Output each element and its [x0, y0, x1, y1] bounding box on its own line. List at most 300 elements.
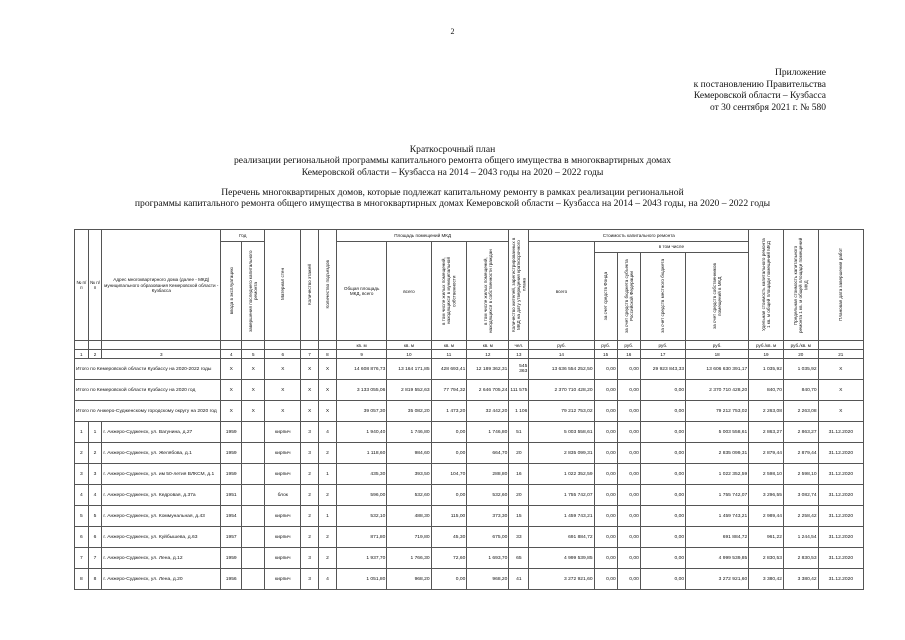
cell-owners: 1 459 743,21 — [686, 506, 749, 527]
cell-residents: 51 — [509, 422, 529, 443]
cell-area-total: 1 937,70 — [336, 548, 386, 569]
cell-area-mun: 104,70 — [431, 464, 467, 485]
cell-n2: 5 — [88, 506, 102, 527]
total-cell-c19: 840,70 — [749, 380, 784, 401]
total-cell-c20: 2 263,08 — [783, 401, 818, 422]
total-cell-c13: 545 363 — [509, 359, 529, 380]
cell-area-total: 1 118,60 — [336, 443, 386, 464]
col-area-municipal: в том числе жилых помещений, находящихся в муниципальной собственности — [431, 242, 467, 341]
total-row — [75, 359, 864, 380]
cell-entr: 2 — [319, 485, 337, 506]
unit-cell: руб. — [594, 341, 617, 350]
table-row — [75, 569, 864, 590]
cell-repair — [242, 443, 265, 464]
cell-floors: 3 — [301, 443, 319, 464]
cell-cost-total: 5 003 558,61 — [529, 422, 594, 443]
cell-address: г. Анжеро-Судженск, ул. Желябова, д.1 — [102, 443, 221, 464]
appendix-line: к постановлению Правительства — [693, 79, 826, 90]
cell-unit: 3 380,42 — [749, 569, 784, 590]
total-cell-c7: X — [301, 401, 319, 422]
total-cell-c5: X — [242, 359, 265, 380]
cell-n1: 6 — [75, 527, 89, 548]
col-unit-cost: Удельная стоимость капитального ремонта 1 кв. м общей площади помещений МКД — [749, 230, 784, 341]
col-area-all: всего — [387, 242, 431, 341]
cell-n2: 3 — [88, 464, 102, 485]
total-cell-c14: 13 636 554 252,50 — [529, 359, 594, 380]
total-cell-c15: 0,00 — [594, 359, 617, 380]
total-cell-c11: 428 693,41 — [431, 359, 467, 380]
total-cell-c4: X — [221, 380, 242, 401]
column-number: 5 — [242, 350, 265, 359]
cell-wall: блок — [265, 485, 301, 506]
appendix-line: Приложение — [775, 68, 826, 78]
cell-fund: 0,00 — [594, 506, 617, 527]
cell-area-all: 488,30 — [387, 506, 431, 527]
cell-repair — [242, 464, 265, 485]
cell-cost-total: 1 459 743,21 — [529, 506, 594, 527]
cell-area-all: 719,80 — [387, 527, 431, 548]
cell-address: г. Анжеро-Судженск, ул. им 50-летия ВЛКСМ, д.1 — [102, 464, 221, 485]
total-cell-c16: 0,00 — [617, 359, 640, 380]
cell-region: 0,00 — [617, 548, 640, 569]
subtitle-line: Перечень многоквартирных домов, которые подлежат капитальному ремонту в рамках реализации региональной — [221, 186, 684, 198]
cell-limit: 2 830,53 — [783, 548, 818, 569]
cell-region: 0,00 — [617, 443, 640, 464]
cell-fund: 0,00 — [594, 527, 617, 548]
total-cell-c17: 0,00 — [640, 401, 685, 422]
total-cell-c8: X — [319, 380, 337, 401]
cell-year: 1954 — [221, 506, 242, 527]
total-row — [75, 401, 864, 422]
cell-date: 31.12.2020 — [818, 569, 863, 590]
cell-fund: 0,00 — [594, 485, 617, 506]
col-cost-local: за счет средств местного бюджета — [640, 253, 685, 341]
cell-cost-total: 1 755 742,07 — [529, 485, 594, 506]
table-row — [75, 464, 864, 485]
total-label: Итого по Кемеровской области Кузбассу на 2020-2022 годы — [75, 359, 221, 380]
cell-area-total: 532,10 — [336, 506, 386, 527]
cell-limit: 2 863,27 — [783, 422, 818, 443]
cell-unit: 2 598,10 — [749, 464, 784, 485]
units-row — [75, 341, 864, 350]
cell-limit: 3 082,74 — [783, 485, 818, 506]
col-cost-owners: за счет средств собственников помещений в МКД — [686, 253, 749, 341]
cell-fund: 0,00 — [594, 548, 617, 569]
total-cell-c11: 77 794,32 — [431, 380, 467, 401]
cell-area-mun: 115,00 — [431, 506, 467, 527]
cell-area-priv: 288,80 — [467, 464, 509, 485]
cell-wall: кирпич — [265, 527, 301, 548]
cell-owners: 4 999 539,85 — [686, 548, 749, 569]
cell-n1: 8 — [75, 569, 89, 590]
cell-address: г. Анжеро-Судженск, ул. Куйбышева, д.63 — [102, 527, 221, 548]
total-cell-c6: X — [265, 380, 301, 401]
cell-area-all: 984,60 — [387, 443, 431, 464]
col-address: Адрес многоквартирного дома (далее - МКД) муниципального образования Кемеровской области - Кузбасса — [102, 230, 221, 341]
col-year-commission: ввода в эксплуатацию — [221, 242, 242, 341]
cell-area-priv: 675,00 — [467, 527, 509, 548]
cell-owners: 5 003 558,61 — [686, 422, 749, 443]
cell-floors: 2 — [301, 464, 319, 485]
total-cell-c17: 29 923 843,33 — [640, 359, 685, 380]
total-cell-c9: 39 057,30 — [336, 401, 386, 422]
cell-entr: 2 — [319, 443, 337, 464]
col-limit-cost: Предельная стоимость капитального ремонта 1 кв. м общей площади помещений МКД — [783, 230, 818, 341]
cell-n1: 4 — [75, 485, 89, 506]
cell-entr: 4 — [319, 569, 337, 590]
total-cell-c21: X — [818, 380, 863, 401]
cell-floors: 3 — [301, 548, 319, 569]
cell-local: 0,00 — [640, 506, 685, 527]
total-cell-c10: 35 082,20 — [387, 401, 431, 422]
column-number: 9 — [336, 350, 386, 359]
cell-unit: 2 989,44 — [749, 506, 784, 527]
total-cell-c21: X — [818, 359, 863, 380]
unit-cell: кв. м — [387, 341, 431, 350]
cell-fund: 0,00 — [594, 422, 617, 443]
column-number: 21 — [818, 350, 863, 359]
cell-residents: 65 — [509, 548, 529, 569]
cell-floors: 3 — [301, 422, 319, 443]
table-row — [75, 485, 864, 506]
cell-area-total: 1 940,40 — [336, 422, 386, 443]
col-year-group: Год — [221, 230, 265, 242]
cell-residents: 41 — [509, 569, 529, 590]
cell-region: 0,00 — [617, 527, 640, 548]
col-cost-region: за счет средств бюджета субъекта Российской Федерации — [617, 253, 640, 341]
cell-local: 0,00 — [640, 548, 685, 569]
col-area-private: в том числе жилых помещений, находящихся в собственности граждан — [467, 242, 509, 341]
cell-wall: кирпич — [265, 443, 301, 464]
total-cell-c18: 2 370 710 428,20 — [686, 380, 749, 401]
column-number-row — [75, 350, 864, 359]
total-cell-c12: 2 646 705,24 — [467, 380, 509, 401]
cell-unit: 3 296,55 — [749, 485, 784, 506]
cell-limit: 3 380,42 — [783, 569, 818, 590]
cell-owners: 691 884,72 — [686, 527, 749, 548]
total-cell-c15: 0,00 — [594, 380, 617, 401]
cell-repair — [242, 527, 265, 548]
cell-cost-total: 1 022 352,59 — [529, 464, 594, 485]
cell-n1: 2 — [75, 443, 89, 464]
total-cell-c14: 79 212 753,02 — [529, 401, 594, 422]
cell-n1: 3 — [75, 464, 89, 485]
cell-repair — [242, 485, 265, 506]
column-number: 3 — [102, 350, 221, 359]
cell-unit: 2 863,27 — [749, 422, 784, 443]
col-cost-group: Стоимость капитального ремонта — [529, 230, 749, 242]
unit-cell: чел. — [509, 341, 529, 350]
total-cell-c12: 32 442,20 — [467, 401, 509, 422]
cell-limit: 1 244,54 — [783, 527, 818, 548]
cell-year: 1959 — [221, 422, 242, 443]
total-cell-c5: X — [242, 401, 265, 422]
cell-area-mun: 0,00 — [431, 569, 467, 590]
total-cell-c6: X — [265, 401, 301, 422]
total-label: Итого по Кемеровской области Кузбассу на 2020 год — [75, 380, 221, 401]
column-number: 8 — [319, 350, 337, 359]
cell-fund: 0,00 — [594, 569, 617, 590]
cell-entr: 1 — [319, 506, 337, 527]
cell-fund: 0,00 — [594, 443, 617, 464]
cell-n2: 7 — [88, 548, 102, 569]
total-cell-c6: X — [265, 359, 301, 380]
cell-date: 31.12.2020 — [818, 422, 863, 443]
cell-area-mun: 72,60 — [431, 548, 467, 569]
cell-year: 1956 — [221, 569, 242, 590]
cell-area-all: 968,20 — [387, 569, 431, 590]
document-title — [0, 144, 905, 209]
cell-residents: 20 — [509, 443, 529, 464]
cell-area-mun: 0,00 — [431, 422, 467, 443]
cell-area-priv: 373,30 — [467, 506, 509, 527]
cell-cost-total: 691 884,72 — [529, 527, 594, 548]
total-cell-c17: 0,00 — [640, 380, 685, 401]
cell-repair — [242, 569, 265, 590]
cell-cost-total: 4 999 539,85 — [529, 548, 594, 569]
column-number: 14 — [529, 350, 594, 359]
col-cost-incl: в том числе — [594, 242, 749, 253]
total-cell-c21: X — [818, 401, 863, 422]
cell-year: 1957 — [221, 527, 242, 548]
page-number: 2 — [450, 27, 455, 36]
cell-local: 0,00 — [640, 422, 685, 443]
cell-floors: 2 — [301, 485, 319, 506]
cell-region: 0,00 — [617, 422, 640, 443]
unit-cell: руб. — [529, 341, 594, 350]
cell-date: 31.12.2020 — [818, 443, 863, 464]
column-number: 6 — [265, 350, 301, 359]
subtitle-line: программы капитального ремонта общего имущества в многоквартирных домах Кемеровской области – Кузбасса на 2014 – 2043 годы, на 2020 – 2022 годы — [134, 198, 771, 210]
title-line: Кемеровской области – Кузбасса на 2014 – 2043 годы на 2020 – 2022 годы — [301, 166, 604, 178]
total-cell-c5: X — [242, 380, 265, 401]
cell-address: г. Анжеро-Судженск, ул. Кедровая, д.37а — [102, 485, 221, 506]
table-row — [75, 527, 864, 548]
total-cell-c9: 3 133 055,06 — [336, 380, 386, 401]
cell-address: г. Анжеро-Судженск, ул. Лена, д.20 — [102, 569, 221, 590]
column-number: 19 — [749, 350, 784, 359]
cell-local: 0,00 — [640, 443, 685, 464]
cell-floors: 2 — [301, 506, 319, 527]
cell-area-all: 1 766,30 — [387, 548, 431, 569]
cell-repair — [242, 548, 265, 569]
column-number: 4 — [221, 350, 242, 359]
repair-plan-table — [74, 229, 864, 590]
appendix-line: Кемеровской области – Кузбасса — [693, 91, 826, 101]
col-deadline: Плановая дата завершения работ — [818, 230, 863, 341]
cell-date: 31.12.2020 — [818, 527, 863, 548]
column-number: 10 — [387, 350, 431, 359]
total-cell-c12: 12 189 362,31 — [467, 359, 509, 380]
total-cell-c20: 1 035,92 — [783, 359, 818, 380]
cell-wall: кирпич — [265, 464, 301, 485]
cell-date: 31.12.2020 — [818, 548, 863, 569]
cell-date: 31.12.2020 — [818, 485, 863, 506]
cell-entr: 2 — [319, 527, 337, 548]
total-cell-c10: 2 819 552,63 — [387, 380, 431, 401]
total-cell-c19: 1 035,92 — [749, 359, 784, 380]
cell-date: 31.12.2020 — [818, 464, 863, 485]
total-cell-c4: X — [221, 359, 242, 380]
col-area-total: Общая площадь МКД, всего — [336, 242, 386, 341]
cell-cost-total: 2 835 099,31 — [529, 443, 594, 464]
total-label: Итого по Анжеро-Судженскому городскому округу на 2020 год — [75, 401, 221, 422]
cell-residents: 20 — [509, 485, 529, 506]
cell-entr: 2 — [319, 548, 337, 569]
title-line: реализации региональной программы капитального ремонта общего имущества в многоквартирных домах — [233, 155, 672, 167]
unit-cell: руб. — [640, 341, 685, 350]
cell-repair — [242, 506, 265, 527]
cell-address: г. Анжеро-Судженск, ул. Вагунина, д.27 — [102, 422, 221, 443]
unit-cell: кв. м — [467, 341, 509, 350]
cell-area-mun: 0,00 — [431, 485, 467, 506]
cell-residents: 33 — [509, 527, 529, 548]
cell-local: 0,00 — [640, 485, 685, 506]
cell-n2: 6 — [88, 527, 102, 548]
cell-repair — [242, 422, 265, 443]
col-num2: № п/п — [88, 230, 102, 341]
cell-residents: 16 — [509, 464, 529, 485]
total-cell-c14: 2 370 710 428,20 — [529, 380, 594, 401]
cell-entr: 1 — [319, 464, 337, 485]
cell-address: г. Анжеро-Судженск, ул. Лена, д.12 — [102, 548, 221, 569]
unit-cell: руб. — [617, 341, 640, 350]
unit-cell: руб./кв. м — [783, 341, 818, 350]
cell-owners: 1 022 352,59 — [686, 464, 749, 485]
total-cell-c20: 840,70 — [783, 380, 818, 401]
cell-area-all: 532,60 — [387, 485, 431, 506]
col-entrances: Количество подъездов — [319, 230, 337, 341]
cell-unit: 2 830,53 — [749, 548, 784, 569]
unit-cell: кв. м — [336, 341, 386, 350]
cell-year: 1951 — [221, 485, 242, 506]
cell-area-all: 1 746,80 — [387, 422, 431, 443]
cell-area-total: 596,00 — [336, 485, 386, 506]
col-year-repair: завершения последнего капитального ремонта — [242, 242, 265, 341]
cell-area-total: 871,80 — [336, 527, 386, 548]
cell-region: 0,00 — [617, 464, 640, 485]
cell-unit: 2 879,44 — [749, 443, 784, 464]
column-number: 20 — [783, 350, 818, 359]
total-cell-c18: 79 212 753,02 — [686, 401, 749, 422]
appendix-line: от 30 сентября 2021 г. № 580 — [709, 102, 826, 113]
column-number: 18 — [686, 350, 749, 359]
col-wall: Материал стен — [265, 230, 301, 341]
cell-wall: кирпич — [265, 506, 301, 527]
cell-year: 1959 — [221, 464, 242, 485]
cell-local: 0,00 — [640, 464, 685, 485]
total-cell-c11: 1 473,20 — [431, 401, 467, 422]
cell-area-priv: 1 746,80 — [467, 422, 509, 443]
total-cell-c8: X — [319, 359, 337, 380]
total-cell-c16: 0,00 — [617, 401, 640, 422]
cell-area-priv: 968,20 — [467, 569, 509, 590]
col-floors: Количество этажей — [301, 230, 319, 341]
total-cell-c7: X — [301, 359, 319, 380]
cell-n2: 8 — [88, 569, 102, 590]
cell-area-mun: 0,00 — [431, 443, 467, 464]
cell-floors: 3 — [301, 569, 319, 590]
column-number: 2 — [88, 350, 102, 359]
cell-region: 0,00 — [617, 485, 640, 506]
cell-area-total: 435,30 — [336, 464, 386, 485]
total-cell-c7: X — [301, 380, 319, 401]
col-residents: Количество жителей, зарегистрированных в МКД на дату утверждения краткосрочного плана — [509, 230, 529, 341]
cell-cost-total: 3 272 921,60 — [529, 569, 594, 590]
column-number: 11 — [431, 350, 467, 359]
column-number: 1 — [75, 350, 89, 359]
cell-limit: 2 598,10 — [783, 464, 818, 485]
cell-owners: 2 835 099,31 — [686, 443, 749, 464]
total-row — [75, 380, 864, 401]
appendix-block — [606, 68, 826, 114]
title-line: Краткосрочный план — [409, 144, 496, 155]
cell-local: 0,00 — [640, 527, 685, 548]
total-cell-c15: 0,00 — [594, 401, 617, 422]
cell-area-priv: 664,70 — [467, 443, 509, 464]
table-row — [75, 422, 864, 443]
total-cell-c9: 14 608 876,73 — [336, 359, 386, 380]
total-cell-c16: 0,00 — [617, 380, 640, 401]
cell-owners: 1 755 742,07 — [686, 485, 749, 506]
cell-region: 0,00 — [617, 506, 640, 527]
col-cost-total: всего — [529, 242, 594, 341]
cell-wall: кирпич — [265, 422, 301, 443]
total-cell-c13: 1 106 — [509, 401, 529, 422]
total-cell-c13: 111 575 — [509, 380, 529, 401]
cell-n1: 1 — [75, 422, 89, 443]
cell-area-total: 1 051,80 — [336, 569, 386, 590]
cell-year: 1959 — [221, 443, 242, 464]
col-cost-fund: за счет средств Фонда — [594, 253, 617, 341]
col-area-group: Площадь помещений МКД — [336, 230, 508, 242]
column-number: 7 — [301, 350, 319, 359]
column-number: 12 — [467, 350, 509, 359]
cell-n2: 2 — [88, 443, 102, 464]
cell-region: 0,00 — [617, 569, 640, 590]
cell-floors: 2 — [301, 527, 319, 548]
column-number: 17 — [640, 350, 685, 359]
unit-cell: руб. — [686, 341, 749, 350]
unit-cell: кв. м — [431, 341, 467, 350]
total-cell-c19: 2 263,08 — [749, 401, 784, 422]
cell-date: 31.12.2020 — [818, 506, 863, 527]
cell-n1: 7 — [75, 548, 89, 569]
cell-n1: 5 — [75, 506, 89, 527]
cell-area-all: 393,50 — [387, 464, 431, 485]
total-cell-c18: 13 606 630 391,17 — [686, 359, 749, 380]
cell-owners: 3 272 921,60 — [686, 569, 749, 590]
col-num: № п/п — [75, 230, 89, 341]
cell-area-priv: 1 693,70 — [467, 548, 509, 569]
cell-address: г. Анжеро-Судженск, ул. Коммунальная, д.43 — [102, 506, 221, 527]
total-cell-c8: X — [319, 401, 337, 422]
unit-cell: руб./кв. м — [749, 341, 784, 350]
cell-wall: кирпич — [265, 548, 301, 569]
cell-n2: 4 — [88, 485, 102, 506]
column-number: 13 — [509, 350, 529, 359]
column-number: 16 — [617, 350, 640, 359]
cell-year: 1959 — [221, 548, 242, 569]
cell-fund: 0,00 — [594, 464, 617, 485]
table-row — [75, 548, 864, 569]
cell-local: 0,00 — [640, 569, 685, 590]
total-cell-c4: X — [221, 401, 242, 422]
column-number: 15 — [594, 350, 617, 359]
cell-residents: 15 — [509, 506, 529, 527]
cell-area-mun: 45,30 — [431, 527, 467, 548]
cell-n2: 1 — [88, 422, 102, 443]
